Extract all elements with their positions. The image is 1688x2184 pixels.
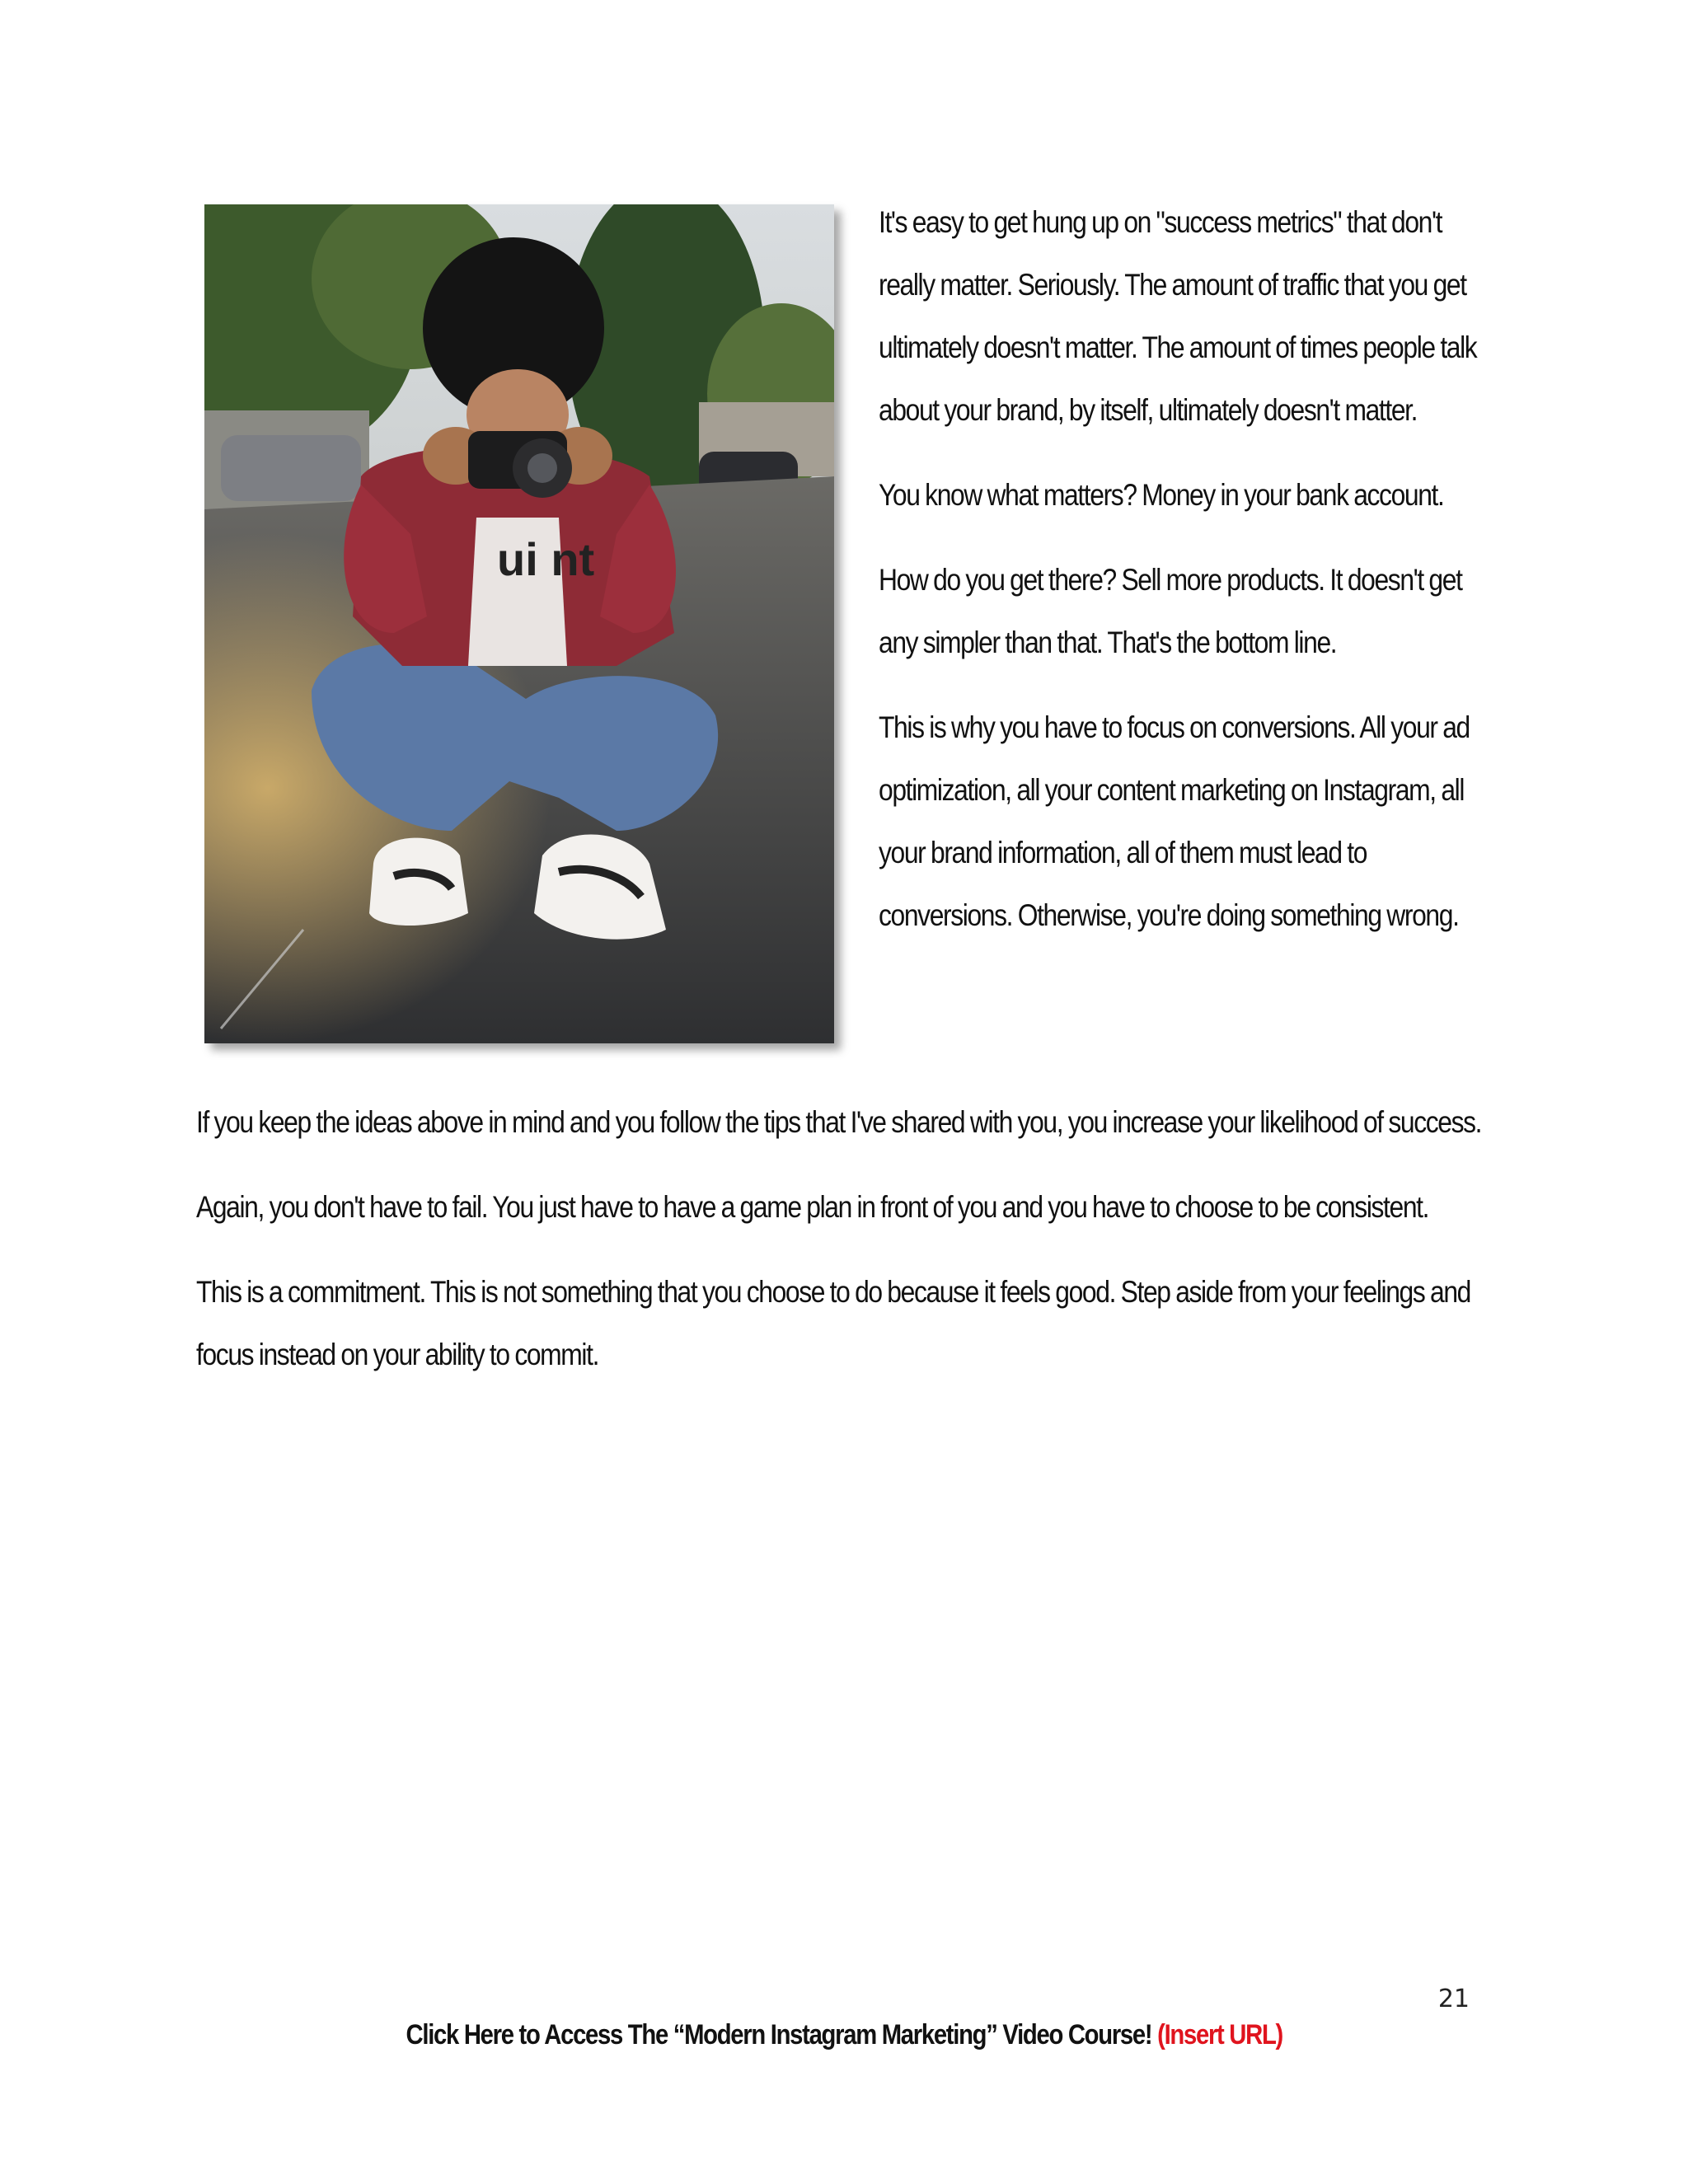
footer-insert-url[interactable]: (Insert URL) <box>1156 2019 1282 2050</box>
right-column-text <box>879 191 1497 969</box>
paragraph-success-metrics: It's easy to get hung up on "success metrics" that don't really matter. Seriously. The amount of traffic that you get ultimately doesn't matter. The amount of times people talk about your brand, by itself, ultimately doesn't matter. <box>879 205 1477 427</box>
shirt-print: ui nt <box>497 533 595 585</box>
paragraph-focus-conversions: This is why you have to focus on conversions. All your ad optimization, all your content marketing on Instagram, all your brand information, all of them must lead to conversions. Otherwise, you're doing something wrong. <box>879 710 1470 932</box>
photographer-photo <box>204 204 834 1043</box>
footer-link-text[interactable]: Click Here to Access The “Modern Instagram Marketing” Video Course! <box>406 2019 1152 2050</box>
footer-course-link[interactable] <box>0 2019 1688 2051</box>
paragraph-money-matters: You know what matters? Money in your bank account. <box>879 478 1444 512</box>
paragraph-keep-ideas: If you keep the ideas above in mind and you follow the tips that I've shared with you, you increase your likelihood of success. <box>196 1105 1482 1139</box>
page-number: 21 <box>1437 1985 1470 2013</box>
paragraph-commitment: This is a commitment. This is not something that you choose to do because it feels good. Step aside from your feelings and focus instead on your ability to commit. <box>196 1275 1470 1371</box>
full-width-text <box>196 1091 1498 1408</box>
paragraph-sell-products: How do you get there? Sell more products. It doesn't get any simpler than that. That's the bottom line. <box>879 563 1462 659</box>
photo-illustration <box>204 204 834 1043</box>
paragraph-dont-fail: Again, you don't have to fail. You just have to have a game plan in front of you and you have to choose to be consistent. <box>196 1190 1429 1224</box>
footer-link[interactable] <box>406 2019 1282 2051</box>
